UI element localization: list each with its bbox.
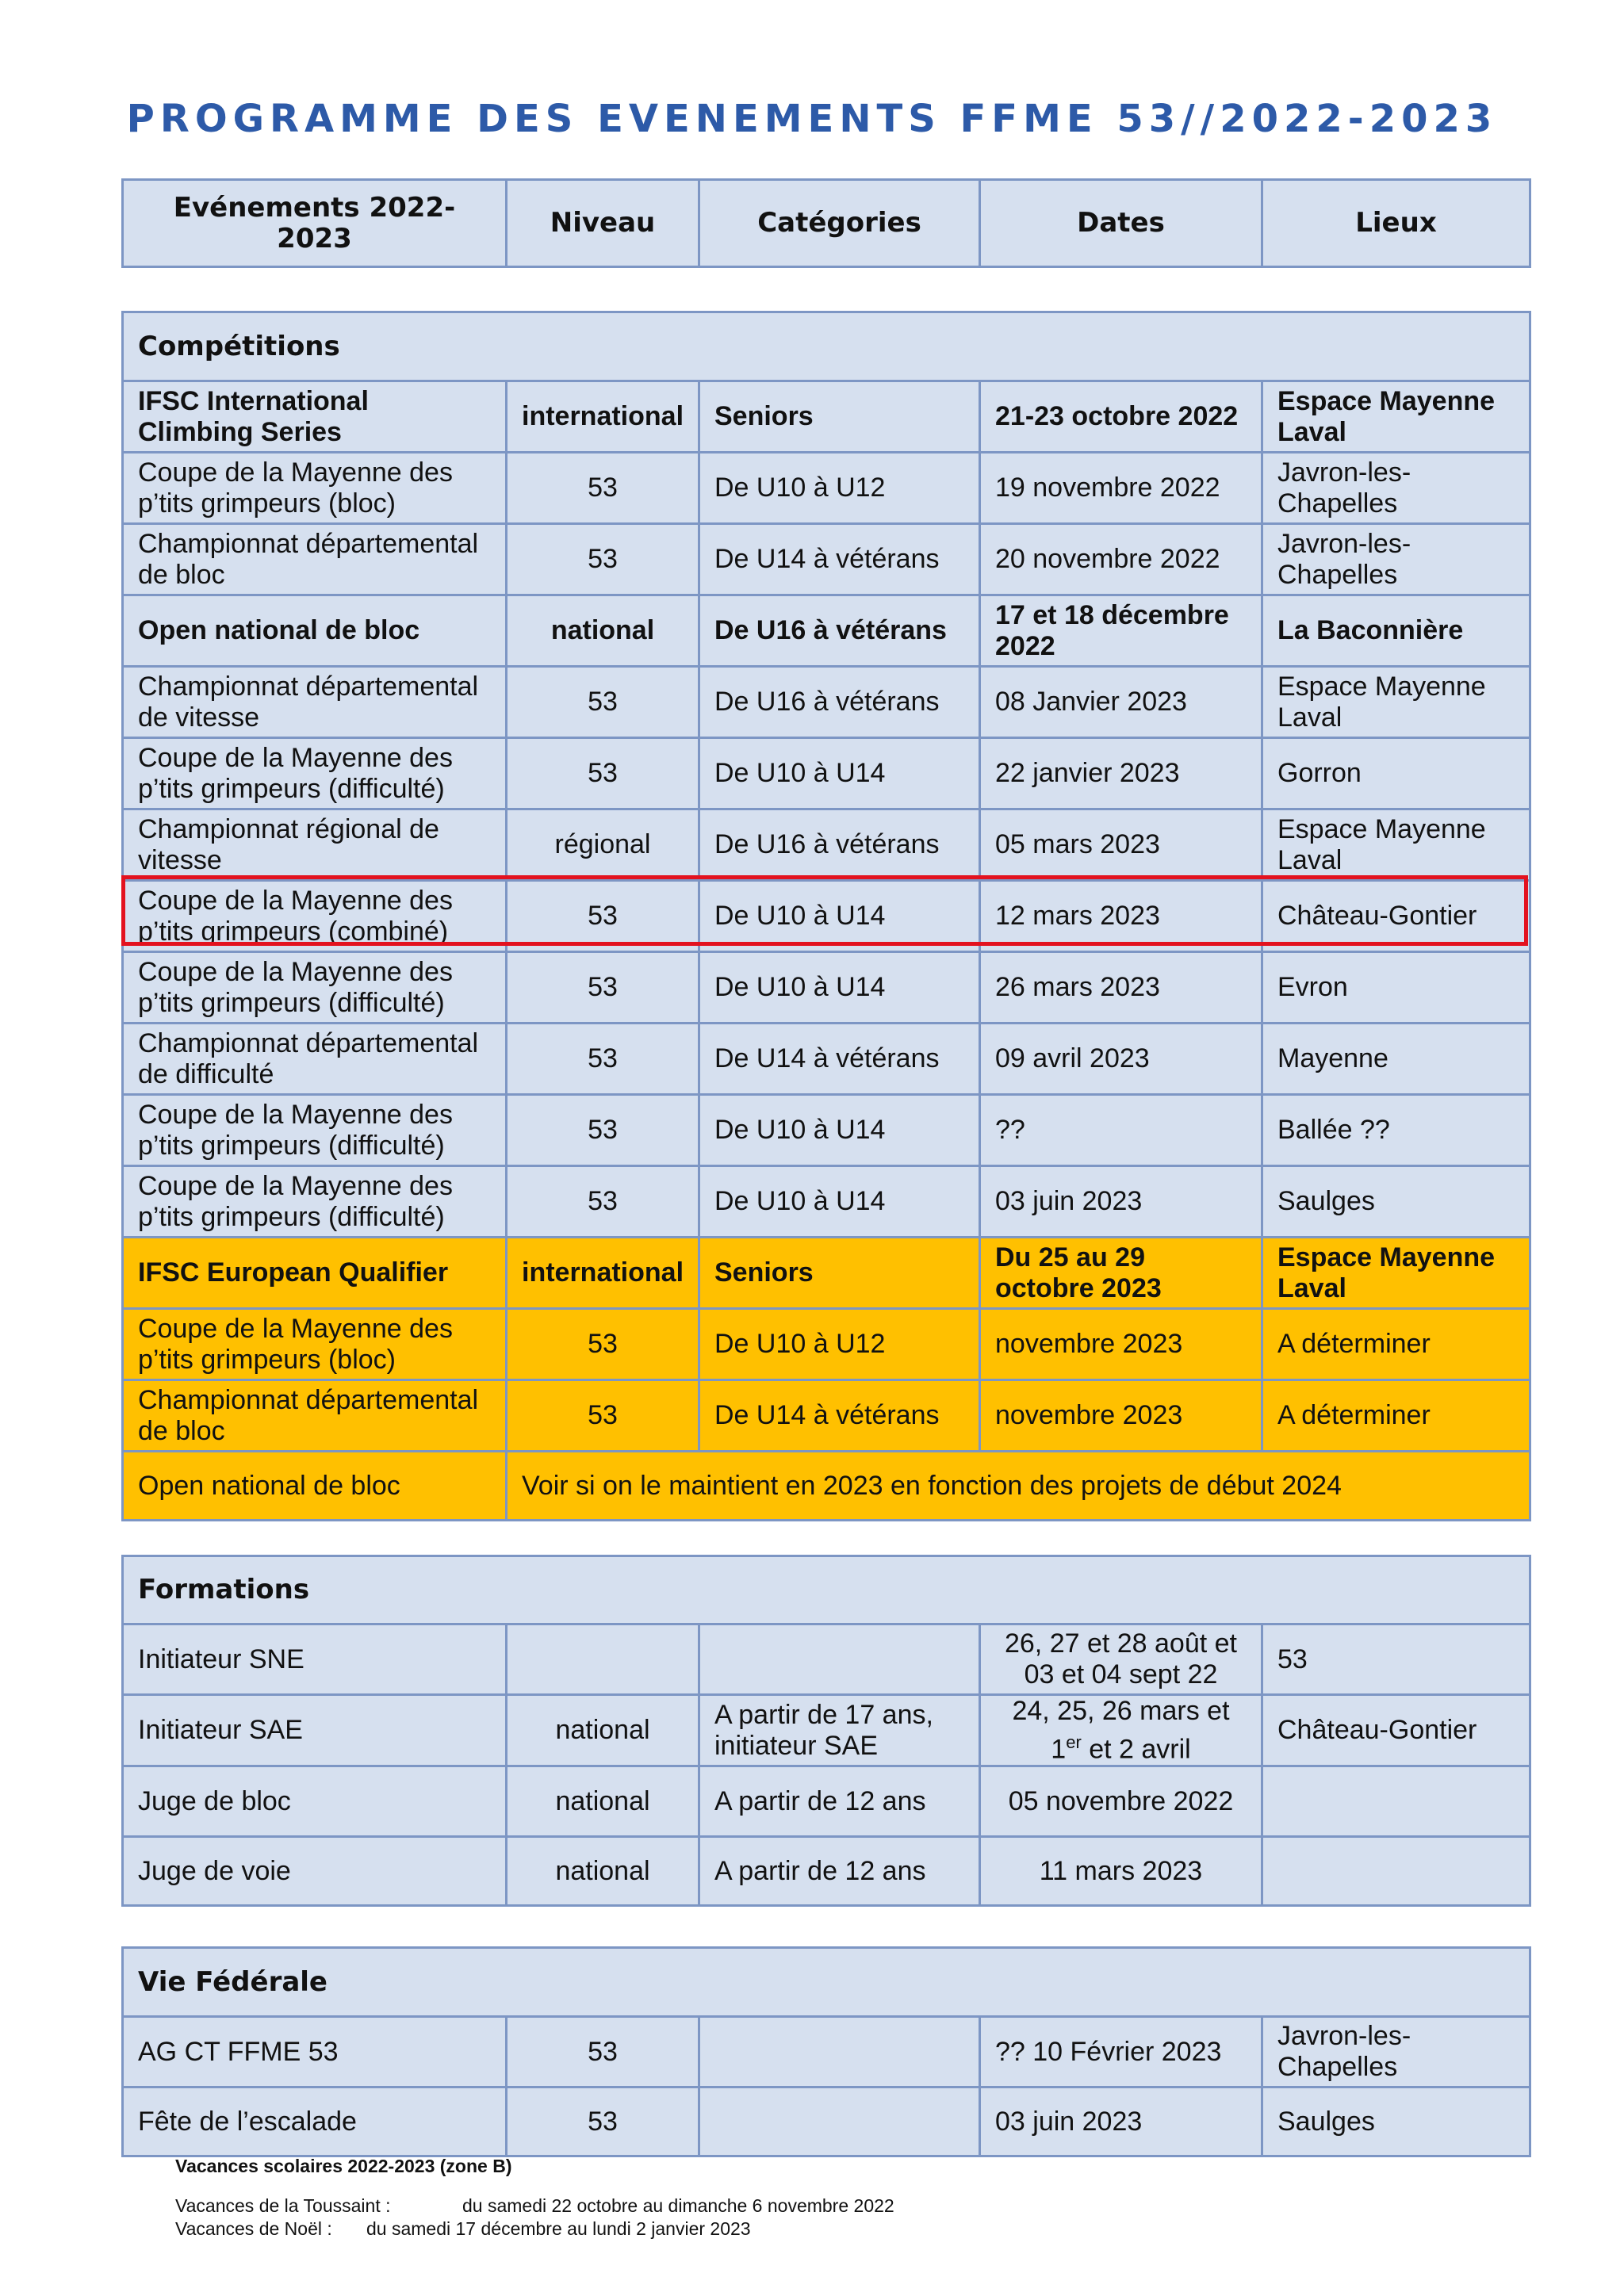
- cell-level: 53: [507, 1024, 699, 1095]
- cell-category: [699, 1624, 980, 1695]
- table-row: [123, 1095, 1530, 1166]
- cell-date: novembre 2023: [980, 1380, 1262, 1452]
- table-row: [123, 595, 1530, 667]
- cell-event: Championnat départemental de bloc: [123, 1380, 507, 1452]
- cell-date: 12 mars 2023: [980, 881, 1262, 952]
- cell-place: [1262, 1766, 1530, 1837]
- header-dates: Dates: [980, 180, 1262, 267]
- formations-table: [121, 1555, 1531, 1907]
- table-row: [123, 453, 1530, 524]
- footnote-heading: Vacances scolaires 2022-2023 (zone B): [175, 2156, 512, 2176]
- cell-level: régional: [507, 809, 699, 881]
- section-title: Compétitions: [123, 312, 1530, 381]
- toussaint-dates: du samedi 22 octobre au dimanche 6 novembre 2022: [462, 2195, 894, 2216]
- cell-event: Juge de voie: [123, 1837, 507, 1906]
- cell-event: AG CT FFME 53: [123, 2017, 507, 2087]
- cell-level: international: [507, 381, 699, 453]
- cell-place: Espace Mayenne Laval: [1262, 667, 1530, 738]
- cell-place: Gorron: [1262, 738, 1530, 809]
- cell-place: Saulges: [1262, 1166, 1530, 1238]
- cell-date: novembre 2023: [980, 1309, 1262, 1380]
- cell-date: 24, 25, 26 mars et 1er et 2 avril: [980, 1695, 1262, 1766]
- cell-category: De U10 à U14: [699, 1095, 980, 1166]
- cell-place: Ballée ??: [1262, 1095, 1530, 1166]
- table-row: [123, 738, 1530, 809]
- cell-category: A partir de 17 ans, initiateur SAE: [699, 1695, 980, 1766]
- cell-level: national: [507, 1837, 699, 1906]
- cell-event: Initiateur SAE: [123, 1695, 507, 1766]
- cell-date: 17 et 18 décembre 2022: [980, 595, 1262, 667]
- cell-category: De U14 à vétérans: [699, 524, 980, 595]
- cell-date: 26, 27 et 28 août et 03 et 04 sept 22: [980, 1624, 1262, 1695]
- table-row: [123, 1837, 1530, 1906]
- section-title: Vie Fédérale: [123, 1948, 1530, 2017]
- cell-level: 53: [507, 2087, 699, 2156]
- cell-place: Javron-les-Chapelles: [1262, 2017, 1530, 2087]
- section-title: Formations: [123, 1556, 1530, 1624]
- cell-place: La Baconnière: [1262, 595, 1530, 667]
- cell-note: Voir si on le maintient en 2023 en fonction des projets de début 2024: [507, 1452, 1530, 1521]
- table-row: [123, 524, 1530, 595]
- vie-federale-table: [121, 1946, 1531, 2157]
- cell-level: [507, 1624, 699, 1695]
- cell-place: [1262, 1837, 1530, 1906]
- cell-level: national: [507, 595, 699, 667]
- cell-place: Evron: [1262, 952, 1530, 1024]
- cell-event: Championnat départemental de difficulté: [123, 1024, 507, 1095]
- cell-date: 03 juin 2023: [980, 2087, 1262, 2156]
- cell-date: ??: [980, 1095, 1262, 1166]
- cell-category: De U10 à U14: [699, 738, 980, 809]
- cell-event: Championnat départemental de vitesse: [123, 667, 507, 738]
- cell-level: 53: [507, 952, 699, 1024]
- cell-event: Coupe de la Mayenne des p’tits grimpeurs (difficulté): [123, 738, 507, 809]
- competitions-table: [121, 311, 1531, 1521]
- cell-category: De U10 à U12: [699, 1309, 980, 1380]
- cell-event: IFSC International Climbing Series: [123, 381, 507, 453]
- cell-category: A partir de 12 ans: [699, 1766, 980, 1837]
- cell-level: 53: [507, 453, 699, 524]
- cell-category: De U10 à U12: [699, 453, 980, 524]
- table-row: [123, 1624, 1530, 1695]
- cell-category: De U16 à vétérans: [699, 595, 980, 667]
- cell-date: 26 mars 2023: [980, 952, 1262, 1024]
- highlighted-row: [123, 881, 1530, 952]
- cell-event: Championnat départemental de bloc: [123, 524, 507, 595]
- cell-level: 53: [507, 881, 699, 952]
- page-title: PROGRAMME DES EVENEMENTS FFME 53//2022-2023: [126, 97, 1498, 141]
- noel-dates: du samedi 17 décembre au lundi 2 janvier 2023: [366, 2218, 751, 2239]
- cell-event: Championnat régional de vitesse: [123, 809, 507, 881]
- cell-category: De U10 à U14: [699, 952, 980, 1024]
- noel-label: Vacances de Noël :: [175, 2218, 332, 2239]
- footnote-noel: [175, 2218, 751, 2240]
- cell-place: Château-Gontier: [1262, 1695, 1530, 1766]
- cell-level: 53: [507, 738, 699, 809]
- cell-event: Open national de bloc: [123, 595, 507, 667]
- cell-date: 08 Janvier 2023: [980, 667, 1262, 738]
- cell-date: 05 novembre 2022: [980, 1766, 1262, 1837]
- cell-category: De U16 à vétérans: [699, 809, 980, 881]
- cell-category: De U10 à U14: [699, 1166, 980, 1238]
- cell-level: 53: [507, 667, 699, 738]
- cell-date: 21-23 octobre 2022: [980, 381, 1262, 453]
- cell-place: Espace Mayenne Laval: [1262, 381, 1530, 453]
- cell-date: 19 novembre 2022: [980, 453, 1262, 524]
- cell-event: Coupe de la Mayenne des p’tits grimpeurs (difficulté): [123, 1095, 507, 1166]
- cell-category: [699, 2087, 980, 2156]
- cell-event: Initiateur SNE: [123, 1624, 507, 1695]
- table-row: [123, 1238, 1530, 1309]
- header-events: Evénements 2022-2023: [123, 180, 507, 267]
- table-row: [123, 952, 1530, 1024]
- table-row: [123, 2017, 1530, 2087]
- table-row: [123, 1695, 1530, 1766]
- cell-event: Coupe de la Mayenne des p’tits grimpeurs (combiné): [123, 881, 507, 952]
- header-categories: Catégories: [699, 180, 980, 267]
- table-row: [123, 1166, 1530, 1238]
- table-row: [123, 1766, 1530, 1837]
- cell-date: 20 novembre 2022: [980, 524, 1262, 595]
- cell-date: Du 25 au 29 octobre 2023: [980, 1238, 1262, 1309]
- cell-category: De U14 à vétérans: [699, 1024, 980, 1095]
- header-table: [121, 178, 1531, 268]
- footnote-toussaint: [175, 2195, 894, 2217]
- cell-place: Espace Mayenne Laval: [1262, 809, 1530, 881]
- cell-level: national: [507, 1766, 699, 1837]
- cell-level: 53: [507, 2017, 699, 2087]
- cell-place: Javron-les-Chapelles: [1262, 453, 1530, 524]
- cell-level: 53: [507, 1095, 699, 1166]
- cell-level: 53: [507, 1166, 699, 1238]
- cell-date: 11 mars 2023: [980, 1837, 1262, 1906]
- table-row: [123, 1309, 1530, 1380]
- cell-date: 03 juin 2023: [980, 1166, 1262, 1238]
- cell-place: 53: [1262, 1624, 1530, 1695]
- cell-place: A déterminer: [1262, 1309, 1530, 1380]
- cell-place: Javron-les-Chapelles: [1262, 524, 1530, 595]
- cell-place: A déterminer: [1262, 1380, 1530, 1452]
- table-row: [123, 1024, 1530, 1095]
- cell-category: De U16 à vétérans: [699, 667, 980, 738]
- cell-event: Juge de bloc: [123, 1766, 507, 1837]
- cell-event: Fête de l’escalade: [123, 2087, 507, 2156]
- table-row: [123, 1380, 1530, 1452]
- cell-date: 22 janvier 2023: [980, 738, 1262, 809]
- cell-level: 53: [507, 524, 699, 595]
- cell-event: Coupe de la Mayenne des p’tits grimpeurs (bloc): [123, 1309, 507, 1380]
- cell-event: IFSC European Qualifier: [123, 1238, 507, 1309]
- cell-event: Open national de bloc: [123, 1452, 507, 1521]
- cell-date: 05 mars 2023: [980, 809, 1262, 881]
- cell-category: A partir de 12 ans: [699, 1837, 980, 1906]
- table-row: [123, 667, 1530, 738]
- table-row: [123, 809, 1530, 881]
- cell-category: De U14 à vétérans: [699, 1380, 980, 1452]
- cell-place: Mayenne: [1262, 1024, 1530, 1095]
- cell-place: Saulges: [1262, 2087, 1530, 2156]
- cell-category: Seniors: [699, 381, 980, 453]
- header-places: Lieux: [1262, 180, 1530, 267]
- cell-date: 09 avril 2023: [980, 1024, 1262, 1095]
- cell-level: 53: [507, 1380, 699, 1452]
- cell-category: Seniors: [699, 1238, 980, 1309]
- cell-level: international: [507, 1238, 699, 1309]
- cell-level: national: [507, 1695, 699, 1766]
- cell-event: Coupe de la Mayenne des p’tits grimpeurs (difficulté): [123, 1166, 507, 1238]
- table-row: [123, 1452, 1530, 1521]
- cell-event: Coupe de la Mayenne des p’tits grimpeurs (bloc): [123, 453, 507, 524]
- cell-place: Espace Mayenne Laval: [1262, 1238, 1530, 1309]
- cell-event: Coupe de la Mayenne des p’tits grimpeurs (difficulté): [123, 952, 507, 1024]
- cell-date: ?? 10 Février 2023: [980, 2017, 1262, 2087]
- cell-category: De U10 à U14: [699, 881, 980, 952]
- table-row: [123, 2087, 1530, 2156]
- cell-level: 53: [507, 1309, 699, 1380]
- cell-place: Château-Gontier: [1262, 881, 1530, 952]
- cell-category: [699, 2017, 980, 2087]
- table-row: [123, 381, 1530, 453]
- toussaint-label: Vacances de la Toussaint :: [175, 2195, 391, 2216]
- header-level: Niveau: [507, 180, 699, 267]
